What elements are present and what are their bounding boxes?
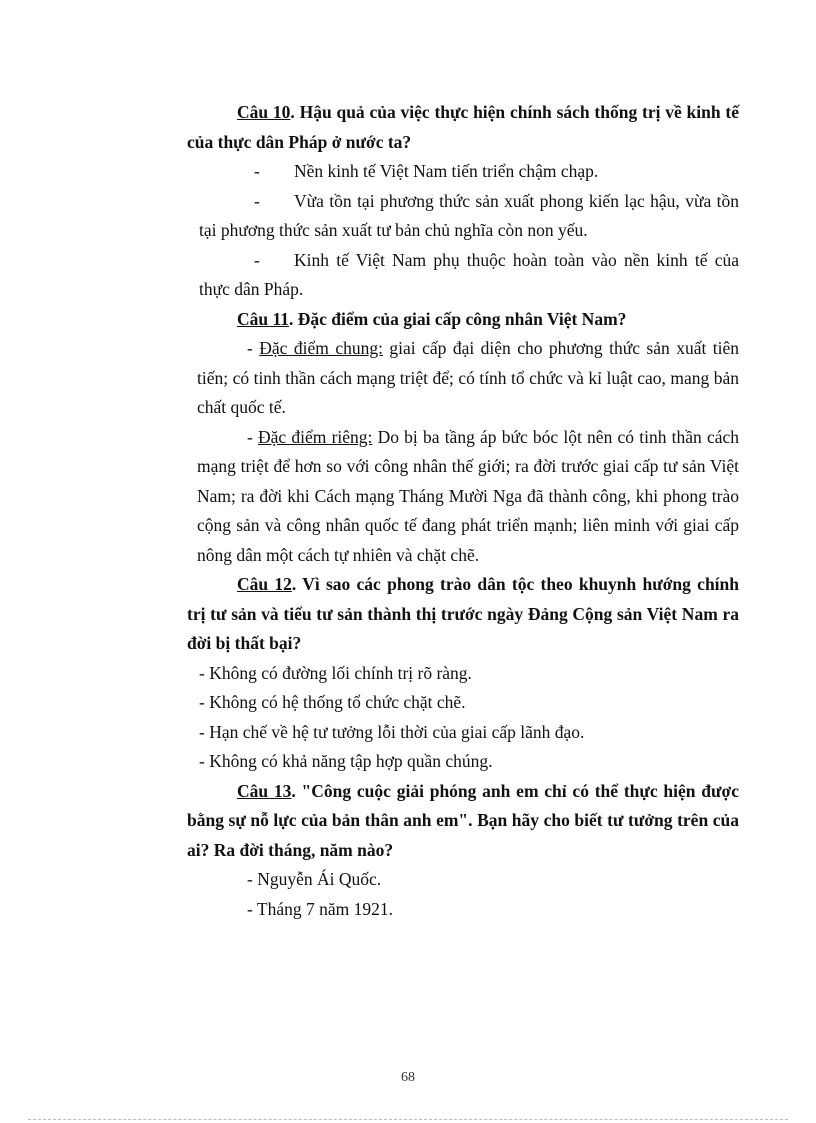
question-12-number: Câu 12 [237,574,292,594]
question-10-number: Câu 10 [237,102,291,122]
answer-10-3 [199,246,739,305]
page-number: 68 [401,1070,415,1085]
question-10 [187,98,739,157]
question-11-number: Câu 11 [237,308,290,329]
answer-13-2: - Tháng 7 năm 1921. [247,898,393,919]
question-13-title: . "Công cuộc giải phóng anh em chỉ có thể thực hiện được bằng sự nỗ lực của bản thân anh em". Bạn hãy cho biết tư tưởng trên của ai? Ra đời tháng, năm nào? [187,780,739,860]
answer-12-2: - Không có hệ thống tổ chức chặt chẽ. [199,692,466,712]
question-12 [187,570,739,659]
answer-12-4: - Không có khả năng tập hợp quần chúng. [199,751,493,771]
page-content [187,98,739,924]
dash-marker: - [254,190,260,211]
answer-11-general: - Đặc điểm chung: giai cấp đại diện cho phương thức sản xuất tiên tiến; có tinh thần cách mạng triệt để; có tính tổ chức và kỉ luật cao, mang bản chất quốc tế. [197,338,740,417]
answer-10-2-text: Vừa tồn tại phương thức sản xuất phong kiến lạc hậu, vừa tồn tại phương thức sản xuất tư bản chủ nghĩa còn non yếu. [199,190,739,240]
answer-13-1: - Nguyễn Ái Quốc. [247,869,382,889]
answer-10-1 [199,157,739,187]
dash-marker: - [254,249,260,270]
answer-10-2 [199,187,739,246]
question-12-title: . Vì sao các phong trào dân tộc theo khuynh hướng chính trị tư sản và tiểu tư sản thành thị trước ngày Đảng Cộng sản Việt Nam ra đời bị thất bại? [187,574,740,653]
answer-12-3: - Hạn chế về hệ tư tưởng lỗi thời của giai cấp lãnh đạo. [199,721,585,742]
question-13-number: Câu 13 [237,780,292,801]
specific-feature-label: Đặc điểm riêng: [258,426,373,447]
question-11-title: . Đặc điểm của giai cấp công nhân Việt Nam? [289,308,627,329]
answer-11-specific: - Đặc điểm riêng: Do bị ba tầng áp bức bóc lột nên có tinh thần cách mạng triệt để hơn so với công nhân thế giới; ra đời trước giai cấp tư sản Việt Nam; ra đời khi Cách mạng Tháng Mười Nga đã thành công, khi phong trào cộng sản và công nhân quốc tế đang phát triển mạnh; liên minh với giai cấp nông dân một cách tự nhiên và chặt chẽ. [197,426,740,565]
specific-feature-text: Do bị ba tầng áp bức bóc lột nên có tinh thần cách mạng triệt để hơn so với công nhân thế giới; ra đời trước giai cấp tư sản Việt Nam; ra đời khi Cách mạng Tháng Mười Nga đã thành công, khi phong trào cộng sản và công nhân quốc tế đang phát triển mạnh; liên minh với giai cấp nông dân một cách tự nhiên và chặt chẽ. [197,426,740,565]
question-13 [187,777,739,866]
question-10-title: . Hậu quả của việc thực hiện chính sách thống trị về kinh tế của thực dân Pháp ở nước ta? [187,102,739,152]
answer-10-3-text: Kinh tế Việt Nam phụ thuộc hoàn toàn vào nền kinh tế của thực dân Pháp. [199,249,739,299]
dash-marker: - [254,161,260,181]
page-bottom-divider [28,1119,788,1120]
general-feature-text: giai cấp đại diện cho phương thức sản xuất tiên tiến; có tinh thần cách mạng triệt để; có tính tổ chức và kỉ luật cao, mang bản chất quốc tế. [197,338,740,417]
question-11 [187,305,739,335]
answer-10-1-text: Nền kinh tế Việt Nam tiến triển chậm chạp. [294,161,599,181]
general-feature-label: Đặc điểm chung: [259,338,383,358]
answer-12-1: - Không có đường lối chính trị rõ ràng. [199,662,472,683]
